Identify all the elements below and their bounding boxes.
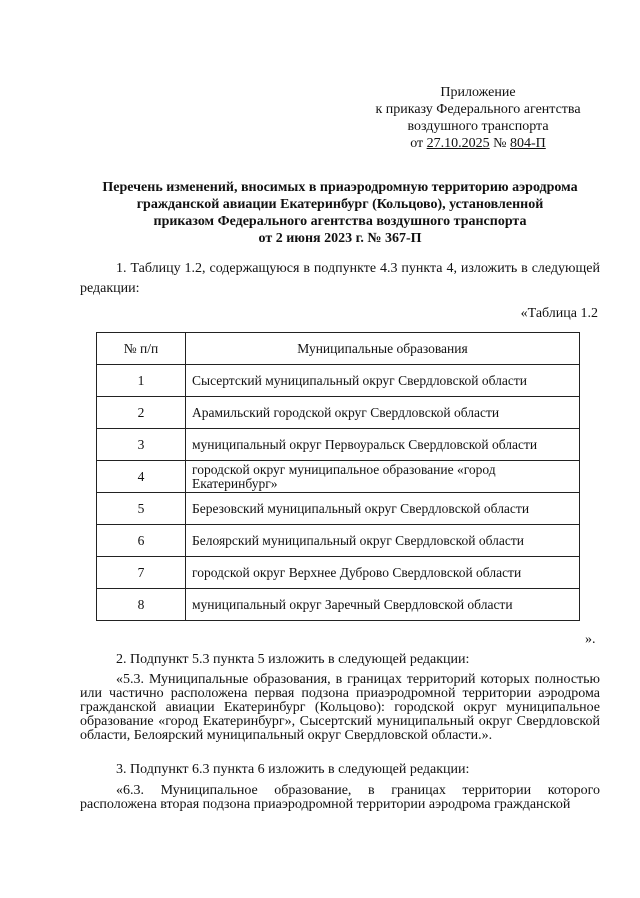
row-municipality: муниципальный округ Заречный Свердловской области — [186, 589, 580, 621]
item-2-paragraph: 2. Подпункт 5.3 пункта 5 изложить в следующей редакции: — [116, 652, 470, 667]
order-number: 804-П — [510, 136, 546, 151]
appendix-header — [362, 84, 594, 152]
row-municipality: городской округ муниципальное образование «город Екатеринбург» — [186, 461, 580, 493]
title-line: Перечень изменений, вносимых в приаэродромную территорию аэродрома — [102, 180, 578, 195]
document-title — [80, 179, 600, 247]
row-number: 7 — [97, 557, 186, 589]
table-row — [97, 397, 580, 429]
order-date: 27.10.2025 — [426, 136, 490, 151]
table-close-quote: ». — [585, 632, 596, 647]
item-2-text: «5.3. Муниципальные образования, в границах территорий которых полностью или частично расположена первая подзона приаэродромной территории аэродрома гражданской авиации Екатеринбург (Кольцово): городской округ муниципальное образование «город Екатеринбург», Сысертский муниципальный округ Свердловской области, Белоярский муниципальный округ Свердловской области.». — [80, 672, 600, 743]
table-row — [97, 525, 580, 557]
header-municipalities: Муниципальные образования — [186, 333, 580, 365]
appendix-line: воздушного транспорта — [407, 119, 549, 134]
header-number: № п/п — [97, 333, 186, 365]
number-prefix: № — [489, 136, 510, 151]
appendix-line: Приложение — [440, 85, 516, 100]
item-3-text: «6.3. Муниципальное образование, в границах территории которого расположена вторая подзона приаэродромной территории аэродрома гражданской — [80, 783, 600, 812]
row-number: 6 — [97, 525, 186, 557]
table-row — [97, 589, 580, 621]
municipalities-table — [96, 332, 580, 621]
table-label: «Таблица 1.2 — [520, 306, 598, 321]
table-row — [97, 461, 580, 493]
appendix-line: к приказу Федерального агентства — [375, 102, 581, 117]
item-3-paragraph: 3. Подпункт 6.3 пункта 6 изложить в следующей редакции: — [116, 762, 470, 777]
table-row — [97, 365, 580, 397]
row-number: 8 — [97, 589, 186, 621]
table-row — [97, 557, 580, 589]
row-municipality: Березовский муниципальный округ Свердловской области — [186, 493, 580, 525]
row-number: 3 — [97, 429, 186, 461]
row-municipality: муниципальный округ Первоуральск Свердловской области — [186, 429, 580, 461]
title-line: приказом Федерального агентства воздушного транспорта — [153, 214, 527, 229]
row-municipality: Белоярский муниципальный округ Свердловской области — [186, 525, 580, 557]
row-number: 1 — [97, 365, 186, 397]
row-municipality: Арамильский городской округ Свердловской области — [186, 397, 580, 429]
appendix-date-line — [362, 135, 594, 152]
row-number: 2 — [97, 397, 186, 429]
item-1-paragraph: 1. Таблицу 1.2, содержащуюся в подпункте 4.3 пункта 4, изложить в следующей редакции: — [80, 261, 600, 296]
row-municipality: городской округ Верхнее Дуброво Свердловской области — [186, 557, 580, 589]
row-number: 5 — [97, 493, 186, 525]
row-municipality: Сысертский муниципальный округ Свердловской области — [186, 365, 580, 397]
table-row — [97, 493, 580, 525]
table-row — [97, 429, 580, 461]
date-prefix: от — [410, 136, 427, 151]
title-line: от 2 июня 2023 г. № 367-П — [258, 231, 422, 246]
title-line: гражданской авиации Екатеринбург (Кольцово), установленной — [136, 197, 544, 212]
row-number: 4 — [97, 461, 186, 493]
